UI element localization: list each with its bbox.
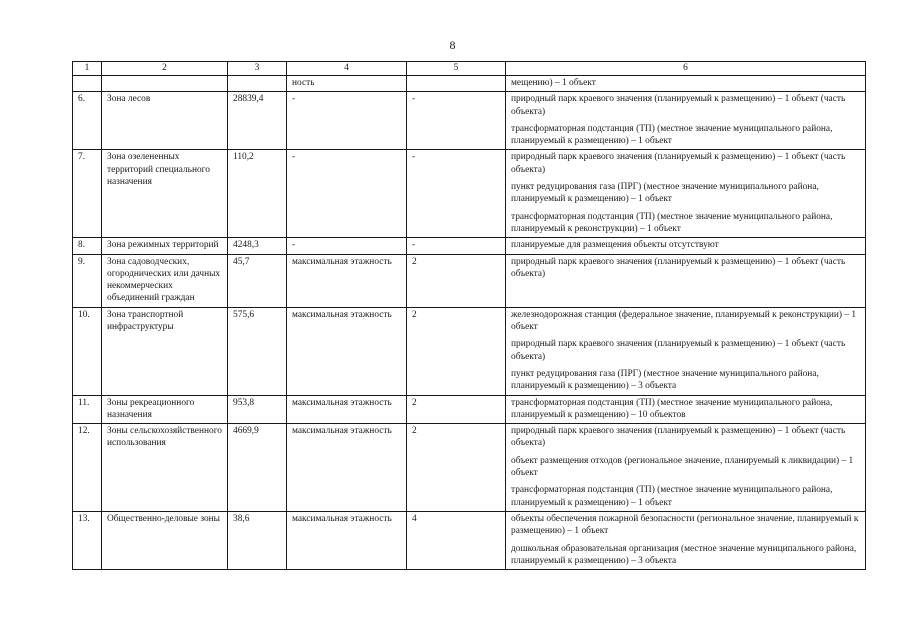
cell-name: Зоны рекреационного назначения <box>102 395 228 424</box>
cell-param: максимальная этажность <box>287 395 407 424</box>
planned-object-entry: природный парк краевого значения (планируемый к размещению) – 1 объект (часть объекта) <box>511 426 846 449</box>
header-row <box>73 62 866 76</box>
cell-area: 38,6 <box>228 511 287 569</box>
cell-param: - <box>287 150 407 238</box>
cell-param: - <box>287 238 407 254</box>
cell-value <box>407 76 506 92</box>
cell-param: максимальная этажность <box>287 511 407 569</box>
cell-area: 28839,4 <box>228 92 287 150</box>
cell-name: Зона садоводческих, огороднических или дачных некоммерческих объединений граждан <box>102 254 228 307</box>
table-row <box>73 511 866 569</box>
planned-object-entry: планируемые для размещения объекты отсутствуют <box>511 240 719 251</box>
cell-num: 8. <box>73 238 102 254</box>
planned-object-entry: природный парк краевого значения (планируемый к размещению) – 1 объект (часть объекта) <box>511 94 846 117</box>
cell-objects <box>506 254 866 307</box>
planned-object-entry: природный парк краевого значения (планируемый к размещению) – 1 объект (часть объекта) <box>511 339 846 362</box>
planned-object-entry: трансформаторная подстанция (ТП) (местное значение муниципального района, планируемый к размещению) – 1 объект <box>511 123 833 147</box>
cell-num: 10. <box>73 307 102 395</box>
cell-num: 9. <box>73 254 102 307</box>
cell-area: 45,7 <box>228 254 287 307</box>
cell-value: - <box>407 92 506 150</box>
planned-object-entry: трансформаторная подстанция (ТП) (местное значение муниципального района, планируемый к размещению) – 1 объект <box>511 485 833 508</box>
cell-name: Зоны сельскохозяйственного использования <box>102 424 228 512</box>
cell-name: Зона транспортной инфраструктуры <box>102 307 228 395</box>
cell-objects <box>506 307 866 395</box>
cell-num: 13. <box>73 511 102 569</box>
continuation-row <box>73 76 866 92</box>
column-header: 2 <box>102 62 228 76</box>
table-row <box>73 150 866 238</box>
planned-object-entry: трансформаторная подстанция (ТП) (местное значение муниципального района, планируемый к размещению) – 10 объектов <box>511 397 833 420</box>
cell-value: 2 <box>407 395 506 424</box>
cell-num: 6. <box>73 92 102 150</box>
cell-name: Общественно-деловые зоны <box>102 511 228 569</box>
page-number: 8 <box>449 38 456 52</box>
cell-param: максимальная этажность <box>287 307 407 395</box>
table-row <box>73 395 866 424</box>
planned-object-entry: природный парк краевого значения (планируемый к размещению) – 1 объект (часть объекта) <box>511 152 846 175</box>
planned-object-entry: трансформаторная подстанция (ТП) (местное значение муниципального района, планируемый к реконструкции) – 1 объект <box>511 211 833 234</box>
cell-name: Зона озелененных территорий специального назначения <box>102 150 228 238</box>
cell-area: 110,2 <box>228 150 287 238</box>
planned-object-entry: пункт редуцирования газа (ПРГ) (местное значение муниципального района, планируемый к размещению) – 1 объект <box>511 182 819 205</box>
cell-value: - <box>407 238 506 254</box>
table-row <box>73 307 866 395</box>
cell-area: 4248,3 <box>228 238 287 254</box>
planned-object-entry: объекты обеспечения пожарной безопасности (региональное значение, планируемый к размещению) – 1 объект <box>511 513 859 537</box>
cell-area: 4669,9 <box>228 424 287 512</box>
table-row <box>73 92 866 150</box>
cell-name <box>102 76 228 92</box>
cell-objects <box>506 150 866 238</box>
cell-value: 2 <box>407 307 506 395</box>
cell-objects <box>506 92 866 150</box>
column-header: 5 <box>407 62 506 76</box>
cell-value: 4 <box>407 511 506 569</box>
cell-value: - <box>407 150 506 238</box>
cell-objects <box>506 238 866 254</box>
cell-value: 2 <box>407 254 506 307</box>
cell-name: Зона режимных территорий <box>102 238 228 254</box>
column-header: 3 <box>228 62 287 76</box>
planned-object-entry: дошкольная образовательная организация (местное значение муниципального района, планируемый к размещению) – 3 объекта <box>511 543 857 566</box>
cell-objects <box>506 424 866 512</box>
planned-object-entry: пункт редуцирования газа (ПРГ) (местное значение муниципального района, планируемый к размещению) – 3 объекта <box>511 368 819 392</box>
cell-objects <box>506 511 866 569</box>
column-header: 6 <box>506 62 866 76</box>
cell-value: 2 <box>407 424 506 512</box>
table-row <box>73 238 866 254</box>
cell-area: 575,6 <box>228 307 287 395</box>
table-row <box>73 254 866 307</box>
cell-area <box>228 76 287 92</box>
cell-param: максимальная этажность <box>287 254 407 307</box>
cell-name: Зона лесов <box>102 92 228 150</box>
planned-object-entry: железнодорожная станция (федеральное значение, планируемый к реконструкции) – 1 объект <box>511 309 857 333</box>
cell-num <box>73 76 102 92</box>
cell-param: максимальная этажность <box>287 424 407 512</box>
cell-area: 953,8 <box>228 395 287 424</box>
table-row <box>73 424 866 512</box>
column-header: 1 <box>73 62 102 76</box>
column-header: 4 <box>287 62 407 76</box>
cell-num: 11. <box>73 395 102 424</box>
zones-table <box>72 61 866 570</box>
cell-objects <box>506 395 866 424</box>
cell-param: - <box>287 92 407 150</box>
cell-param: ность <box>287 76 407 92</box>
planned-object-entry: природный парк краевого значения (планируемый к размещению) – 1 объект (часть объекта) <box>511 256 846 279</box>
cell-objects: мещению) – 1 объект <box>506 76 866 92</box>
cell-num: 7. <box>73 150 102 238</box>
cell-num: 12. <box>73 424 102 512</box>
planned-object-entry: объект размещения отходов (региональное значение, планируемый к ликвидации) – 1 объект <box>511 455 854 479</box>
